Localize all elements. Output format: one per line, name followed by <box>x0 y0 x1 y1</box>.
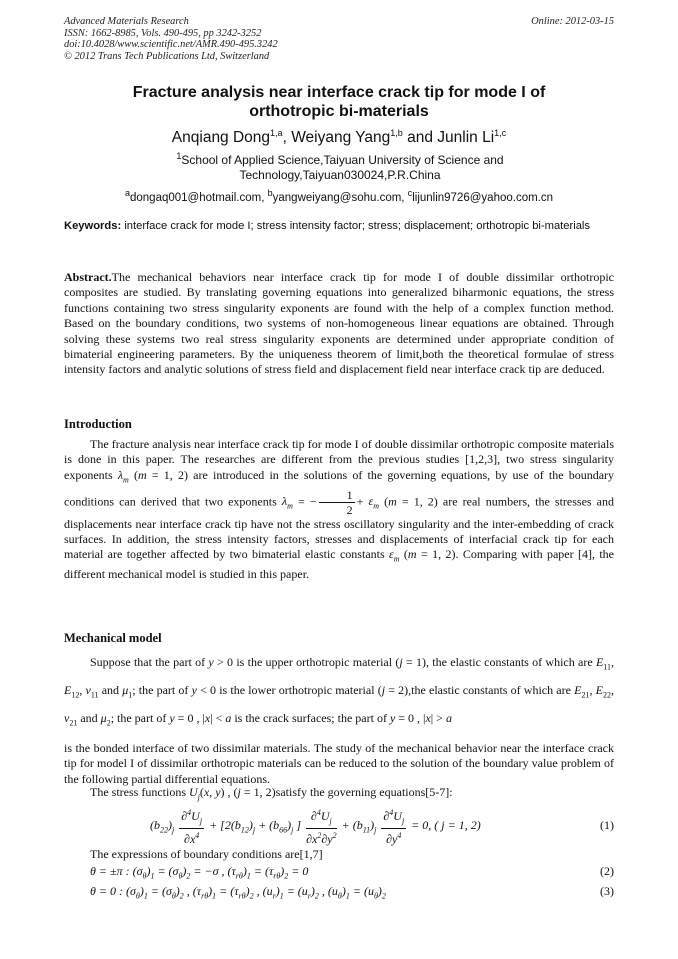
author-sup: 1,b <box>390 128 403 138</box>
equation-number: (2) <box>600 864 614 878</box>
equation-number: (1) <box>600 818 614 832</box>
equation-number: (3) <box>600 884 614 898</box>
copyright-line: © 2012 Trans Tech Publications Ltd, Switzerland <box>64 50 270 62</box>
online-date: Online: 2012-03-15 <box>531 16 614 27</box>
author-emails: $^a$dongaq001@hotmail.com, $^b$yangweiyang@sohu.com, $^c$lijunlin9726@yahoo.com.cn <box>124 188 554 204</box>
mech-paragraph-cont: is the bonded interface of two dissimilar materials. The study of the mechanical behavior near the interface crack tip for model I of dissimilar orthotropic materials can be reduced to the solution of the boundary value problem of the following partial differential equations. <box>64 741 614 786</box>
mech-paragraph: Suppose that the part of y > 0 is the upper orthotropic material (j = 1), the elastic constants of which are $E_{11}$, $E_{12}$, $\nu_{11}$ and $\mu_1$; the part of y < 0 is the lower orthotropic material (j = 2),the elastic constants of which are $E_{21}$, $E_{22}$, $\nu_{21}$ and $\mu_2$; the part of y = 0 , |x| < a is the crack surfaces; the part of y = 0 , |x| > a <box>64 655 614 728</box>
equation-2: θ = ±π : $(\sigma_\theta)_1 = (\sigma_\theta)_2 = -\sigma$ , $(\tau_{r\theta})_1 = (\tau_{r\theta})_2 = 0$ (2) <box>90 864 614 881</box>
email-link[interactable]: yangweiyang@sohu.com, <box>272 191 405 204</box>
author-list: Anqiang Dong$^{1,a}$, Weiyang Yang$^{1,b}$ and Junlin Li$^{1,c}$ <box>171 128 507 147</box>
affiliation <box>130 149 550 183</box>
title-line-1: Fracture analysis near interface crack tip for mode I of <box>132 84 546 101</box>
boundary-conditions-intro: The expressions of boundary conditions are[1,7] <box>90 847 323 861</box>
email-link[interactable]: lijunlin9726@yahoo.com.cn <box>412 191 554 204</box>
journal-name: Advanced Materials Research <box>64 16 189 27</box>
equation-1: $(b_{22})_j$ $\frac{\partial^4U_j}{\partial x^4}$ + [$2(b_{12})_j + (b_{66})_j$ ] $\frac{\partial^4U_j}{\partial x^2\partial y^2}$ + $(b_{11})_j$ $\frac{\partial^4U_j}{\partial y^4}$ = 0, ( j = 1, 2) (1) <box>150 808 614 847</box>
affiliation-line-2: Technology,Taiyuan030024,P.R.China <box>239 168 441 182</box>
intro-paragraph: The fracture analysis near interface crack tip for mode I of double dissimilar orthotropic composite materials is done in this paper. The researches are different from the previous studies [1,2,3], two stress singularity exponents $\lambda_m$ (m = 1, 2) are introduced in the solutions of the governing equations, by use of the boundary conditions can derived that two exponents $\lambda_m$ = − $\frac{1}{2}$ + $\varepsilon_m$ (m = 1, 2) are real numbers, the stresses and displacements near interface crack tip have not the stress oscillatory singularity and the inter-embedding of crack surfaces. In addition, the stress intensity factors, stresses and displacements of interfacial crack tip for each material are together affected by two bimaterial elastic constants $\varepsilon_m$ (m = 1, 2). Comparing with paper [4], the different mechanical model is studied in this paper. <box>64 437 615 582</box>
author-name: Weiyang Yang <box>291 129 391 147</box>
abstract <box>64 270 614 378</box>
paper-title <box>64 83 614 121</box>
affiliation-sup: 1 <box>176 151 182 161</box>
keywords <box>64 219 614 233</box>
abstract-label: Abstract. <box>64 270 112 284</box>
doi-line: doi:10.4028/www.scientific.net/AMR.490-495.3242 <box>64 39 278 51</box>
keywords-text: interface crack for mode I; stress intensity factor; stress; displacement; orthotropic bi-materials <box>124 220 591 232</box>
author-name: Junlin Li <box>437 129 495 147</box>
stress-function-line: The stress functions $U_j(x$, y) , (j = 1, 2)satisfy the governing equations[5-7]: <box>90 785 453 802</box>
author-sup: 1,a <box>270 128 283 138</box>
affiliation-line-1: School of Applied Science,Taiyuan University of Science and <box>181 153 504 167</box>
author-sup: 1,c <box>494 128 507 138</box>
email-link[interactable]: dongaq001@hotmail.com, <box>129 191 265 204</box>
title-line-2: orthotropic bi-materials <box>249 103 429 120</box>
abstract-text: The mechanical behaviors near interface crack tip for mode I of double dissimilar orthotropic composites are studied. By translating governing equations into generalized biharmonic equations, the stress functions containing two stress singularity exponents are found with the help of a complex function method. Based on the boundary conditions, two systems of non-homogeneous linear equations are obtained. Through solving these systems two real stress singularity exponents are determined under appropriate condition of bimaterial engineering parameters. By the uniqueness theorem of limit,both the theoretical formulae of stress intensity factors and analytic solutions of stress field and displacement field near interface crack tip are deduced. <box>64 270 614 377</box>
section-heading: Mechanical model <box>64 631 162 645</box>
equation-3: θ = 0 : $(\sigma_\theta)_1 = (\sigma_\theta)_2$ , $(\tau_{r\theta})_1 = (\tau_{r\theta})_2$ , $(u_r)_1 = (u_r)_2$ , $(u_\theta)_1 = (u_\theta)_2$ (3) <box>90 884 614 901</box>
issn-line: ISSN: 1662-8985, Vols. 490-495, pp 3242-3252 <box>64 27 262 39</box>
journal-header <box>64 16 278 62</box>
keywords-label: Keywords: <box>64 220 122 232</box>
section-heading: Introduction <box>64 417 132 431</box>
author-name: Anqiang Dong <box>171 129 271 147</box>
